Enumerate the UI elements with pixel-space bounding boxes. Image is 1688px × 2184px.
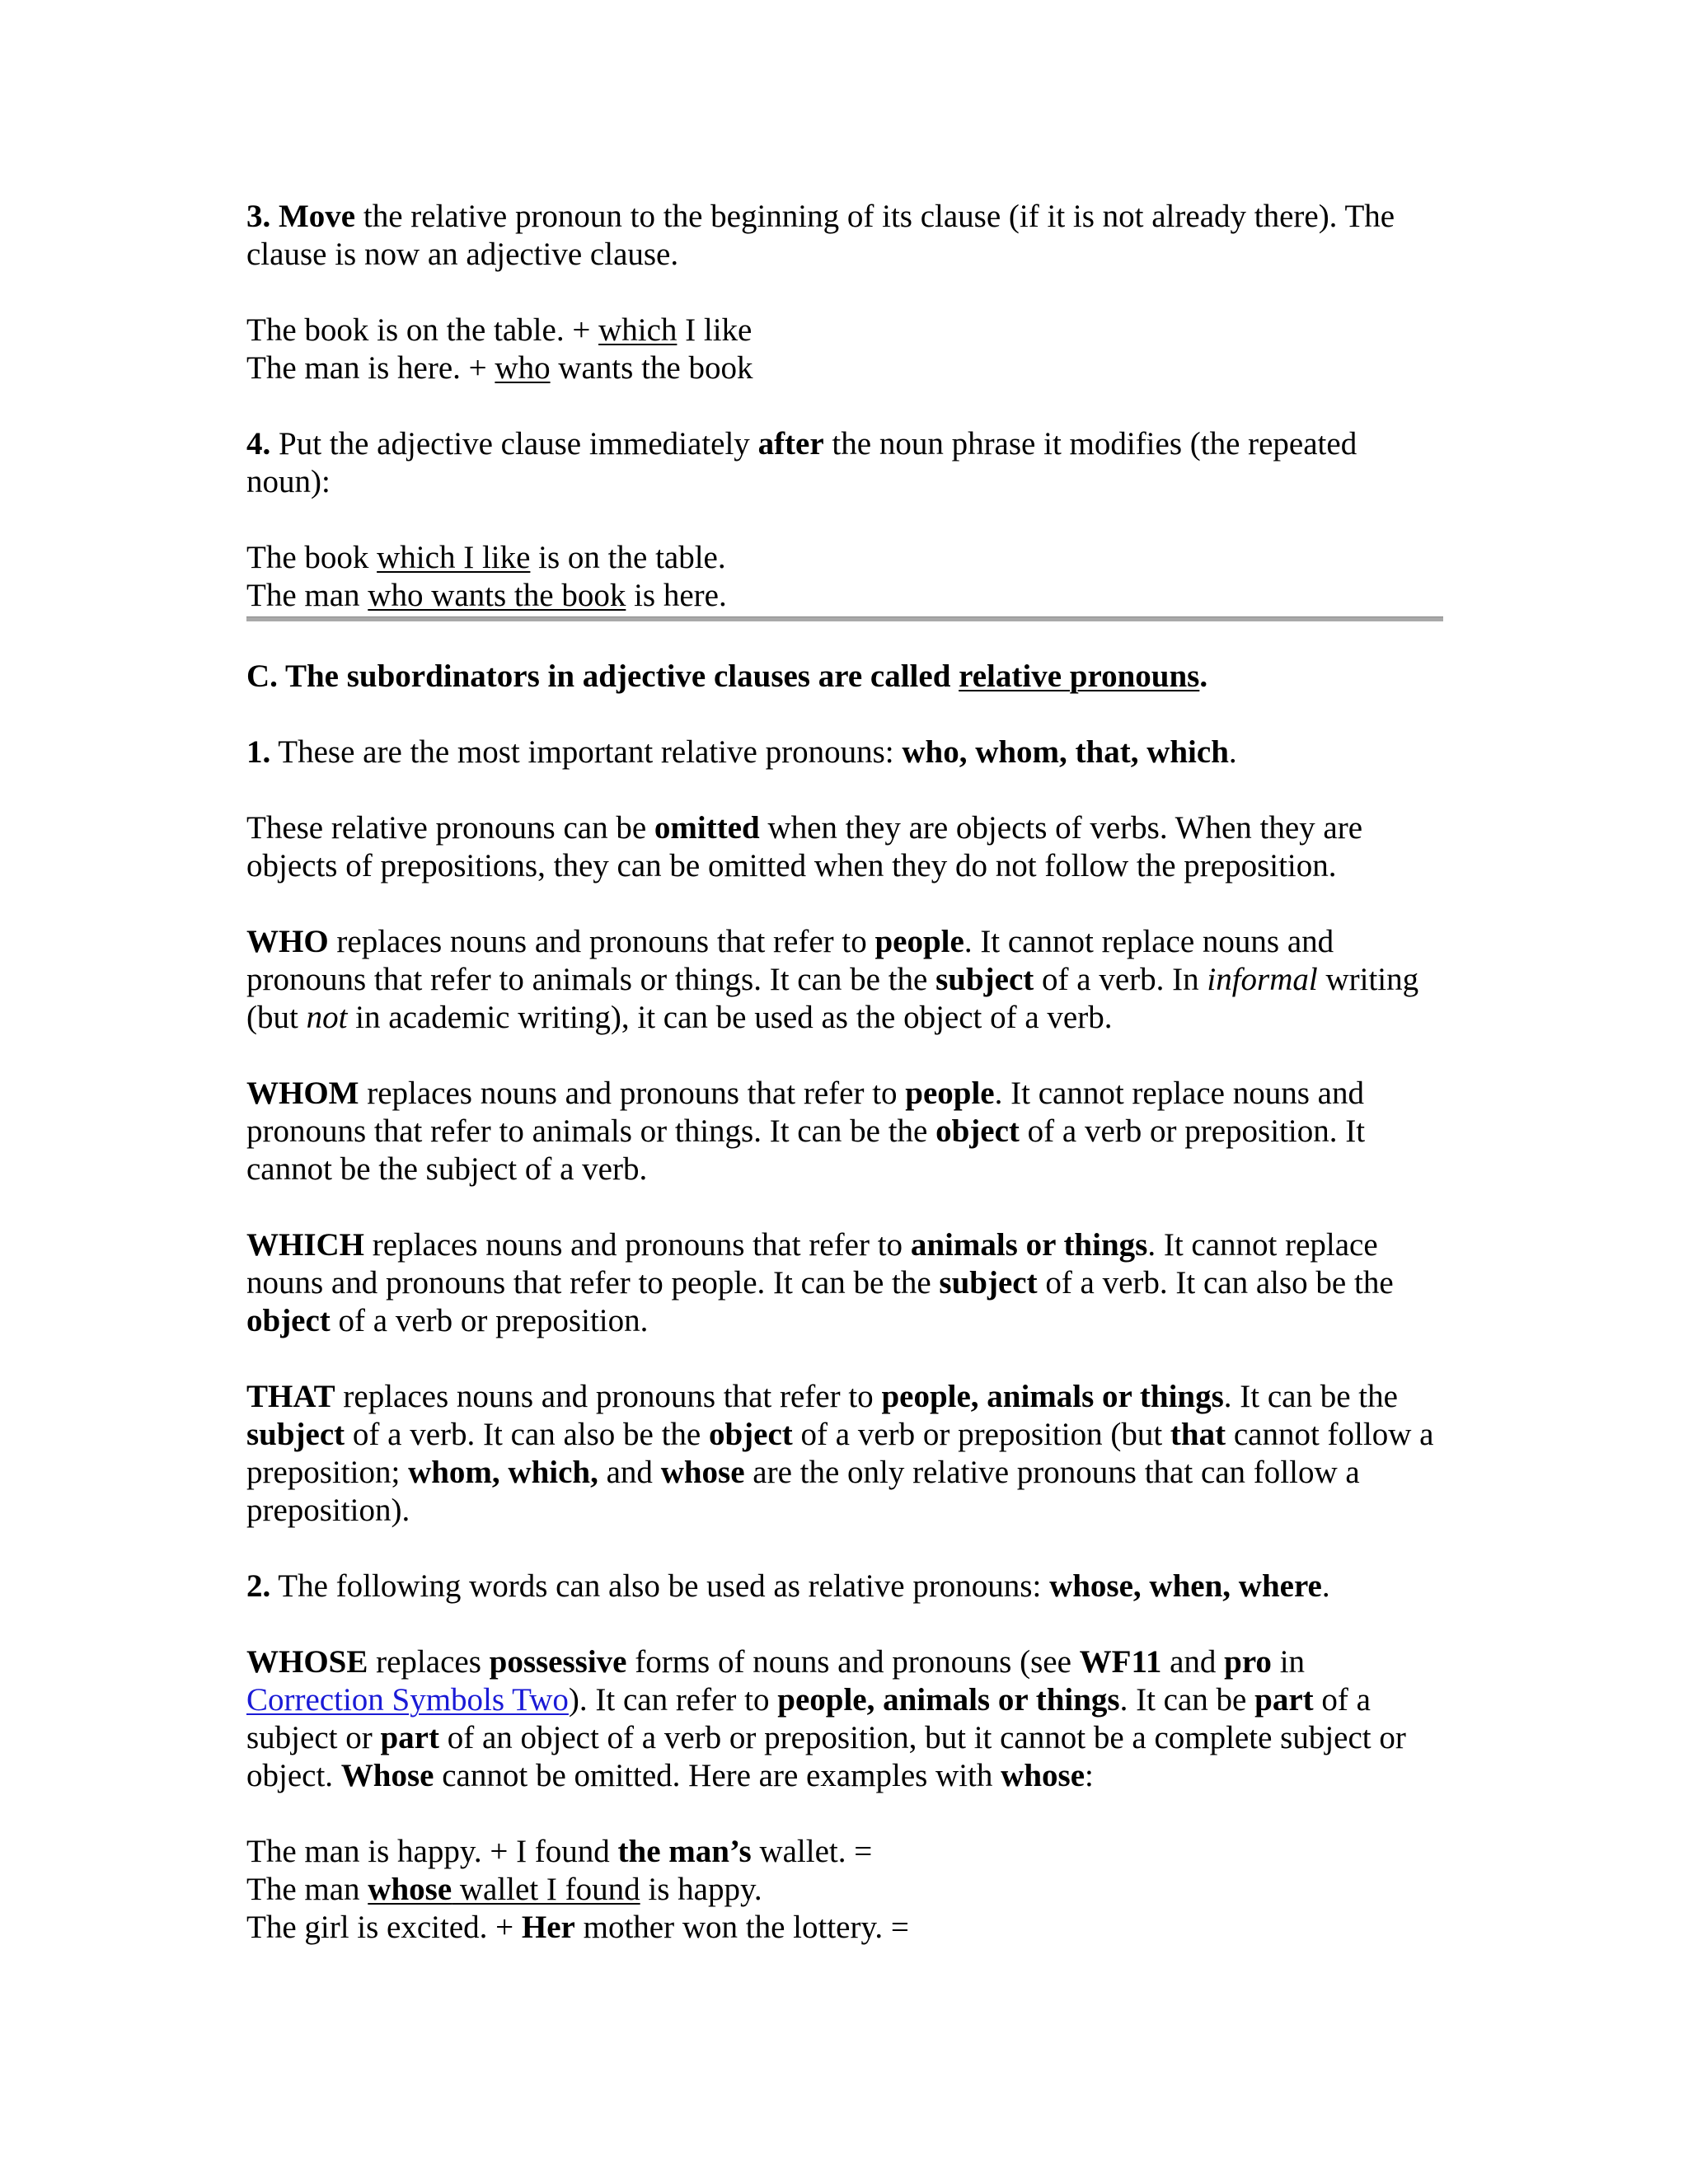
term-whose: WHOSE [246,1644,368,1680]
point-1-paragraph: 1. These are the most important relative pronouns: who, whom, that, which. [246,734,1237,770]
example-line: The man is here. + who wants the book [246,350,753,386]
example-line: The man who wants the book is here. [246,578,727,613]
step-3-verb: Move [279,199,356,234]
step-4-number: 4. [246,426,271,462]
relative-pronoun: which [598,312,678,348]
whose-paragraph: WHOSE replaces possessive forms of nouns and pronouns (see WF11 and pro in Correction Symbols Two). It can refer to people, animals or things. It can be part of a subject or part of an object of a verb or preposition, but it cannot be a complete subject or object. Whose cannot be omitted. Here are examples with whose: [246,1644,1406,1793]
adjective-clause: which I like [377,540,531,575]
whom-paragraph: WHOM replaces nouns and pronouns that refer to people. It cannot replace nouns and pronouns that refer to animals or things. It can be the object of a verb or preposition. It cannot be the subject of a verb. [246,1076,1366,1187]
relative-pronoun: who [495,350,551,386]
which-paragraph: WHICH replaces nouns and pronouns that refer to animals or things. It cannot replace nouns and pronouns that refer to people. It can be the subject of a verb. It can also be the object of a verb or preposition. [246,1227,1394,1338]
adjective-clause: who wants the book [368,578,626,613]
omit-paragraph: These relative pronouns can be omitted when they are objects of verbs. When they are objects of prepositions, they can be omitted when they do not follow the preposition. [246,810,1363,883]
who-paragraph: WHO replaces nouns and pronouns that refer to people. It cannot replace nouns and pronouns that refer to animals or things. It can be the subject of a verb. In informal writing (but not in academic writing), it can be used as the object of a verb. [246,924,1419,1035]
step-4-examples [246,539,1443,615]
example-line: The man is happy. + I found the man’s wallet. = [246,1834,873,1869]
step-3-text: the relative pronoun to the beginning of its clause (if it is not already there). The clause is now an adjective clause. [246,199,1395,272]
example-line: The girl is excited. + Her mother won the lottery. = [246,1910,909,1945]
horizontal-divider [246,616,1443,621]
example-line: The book which I like is on the table. [246,540,726,575]
correction-symbols-two-link[interactable]: Correction Symbols Two [246,1682,569,1718]
step-3-paragraph [246,198,1443,274]
step-3-examples [246,312,1443,387]
example-line: The man whose wallet I found is happy. [246,1872,762,1907]
term-which: WHICH [246,1227,365,1263]
example-line: The book is on the table. + which I like [246,312,753,348]
that-paragraph: THAT replaces nouns and pronouns that refer to people, animals or things. It can be the subject of a verb. It can also be the object of a verb or preposition (but that cannot follow a preposition; whom, which, and whose are the only relative pronouns that can follow a preposition). [246,1379,1434,1528]
relative-pronouns-term: relative pronouns [959,658,1200,694]
step-4-paragraph: 4. Put the adjective clause immediately after the noun phrase it modifies (the repeated noun): [246,426,1357,499]
whose-examples [246,1833,1443,1947]
term-who: WHO [246,924,329,959]
document-body [246,198,1443,1947]
section-c-heading: C. The subordinators in adjective clauses are called relative pronouns. [246,658,1208,694]
term-whom: WHOM [246,1076,359,1111]
step-3-number: 3. [246,199,271,234]
term-that: THAT [246,1379,335,1414]
point-2-paragraph: 2. The following words can also be used as relative pronouns: whose, when, where. [246,1568,1330,1604]
